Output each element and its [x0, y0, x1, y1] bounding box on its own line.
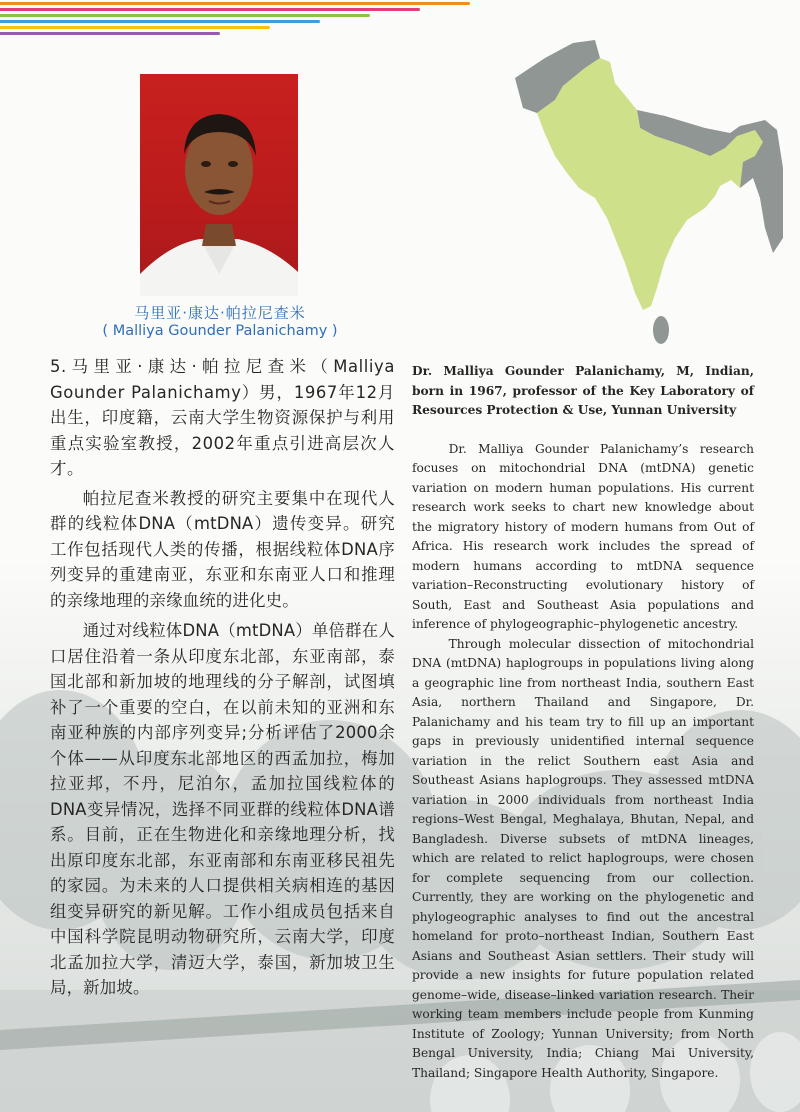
chinese-intro-paragraph: 5.马里亚·康达·帕拉尼查米（Malliya Gounder Palanichamy）男，1967年12月出生，印度籍，云南大学生物资源保护与利用重点实验室教授，2002年重点引进高层次人才。: [50, 357, 395, 478]
stripe-6: [0, 32, 220, 35]
english-details-paragraph: Through molecular dissection of mitochondrial DNA (mtDNA) haplogroups in populations living along a geographic line from northeast India, southern East Asia, northern Thailand and Singapore, Dr. Palanichamy and his team try to fill up an important gaps in previously unidentified internal sequence variation in the relict Southern east Asia and Southeast Asians haplogroups. They assessed mtDNA variation in 2000 individuals from northeast India regions–West Bengal, Meghalaya, Bhutan, Nepal, and Bangladesh. Diverse subsets of mtDNA lineages, which are related to relict haplogroups, were chosen for complete sequencing from our collection. Currently, they are working on the phylogenetic and phylogeographic analyses to find out the ancestral homeland for proto–northeast Indian, Southern East Asians and Southeast Asian settlers. Their study will provide a new insights for future population related genome–wide, disease–linked variation research. Their working team members include people from Kunming Institute of Zoology; Yunnan University; from North Bengal University, India; Chiang Mai University, Thailand; Singapore Health Authority, Singapore.: [412, 636, 754, 1080]
stripe-2: [0, 8, 420, 11]
stripe-4: [0, 20, 320, 23]
decorative-stripes: [0, 0, 470, 42]
person-portrait-illustration: [140, 74, 298, 296]
english-research-paragraph: Dr. Malliya Gounder Palanichamy’s research focuses on mitochondrial DNA (mtDNA) genetic variation on modern human populations. His current research work seeks to chart new knowledge about the migratory history of modern humans from Out of Africa. His research work includes the spread of modern humans according to mtDNA sequence variation–Reconstructing evolutionary history of South, East and Southeast Asia populations and inference of phylogeographic–phylogenetic ancestry.: [412, 441, 754, 631]
stripe-1: [0, 2, 470, 5]
map-india: [537, 58, 763, 310]
stripe-5: [0, 26, 270, 29]
chinese-research-paragraph: 帕拉尼查米教授的研究主要集中在现代人群的线粒体DNA（mtDNA）遗传变异。研究工作包括现代人类的传播，根据线粒体DNA序列变异的重建南亚，东亚和东南亚人口和推理的亲缘地理的亲缘血统的进化史。: [50, 488, 395, 610]
chinese-details-paragraph: 通过对线粒体DNA（mtDNA）单倍群在人口居住沿着一条从印度东北部，东亚南部，泰国北部和新加坡的地理线的分子解剖，试图填补了一个重要的空白，在以前未知的亚洲和东南亚种族的内部序列变异;分析评估了2000余个体——从印度东北部地区的西孟加拉，梅加拉亚邦，不丹，尼泊尔，孟加拉国线粒体的DNA变异情况，选择不同亚群的线粒体DNA谱系。目前，正在生物进化和亲缘地理分析，找出原印度东北部，东亚南部和东南亚移民祖先的家园。为未来的人口提供相关病相连的基因组变异研究的新见解。工作小组成员包括来自中国科学院昆明动物研究所，云南大学，印度北孟加拉大学，清迈大学，泰国，新加坡卫生局，新加坡。: [50, 621, 395, 997]
chinese-text-column: [50, 354, 395, 1006]
english-bio-caption: Dr. Malliya Gounder Palanichamy, M, Indian, born in 1967, professor of the Key Laboratory of Resources Protection & Use, Yunnan University: [412, 364, 754, 417]
stripe-3: [0, 14, 370, 17]
english-text-column: [412, 362, 754, 1083]
photo-caption-chinese: 马里亚·康达·帕拉尼查米: [134, 304, 306, 322]
photo-caption-english: ( Malliya Gounder Palanichamy ): [102, 323, 338, 339]
portrait-photo: [140, 74, 298, 296]
map-sri-lanka: [653, 316, 669, 344]
south-asia-map: [515, 38, 785, 356]
